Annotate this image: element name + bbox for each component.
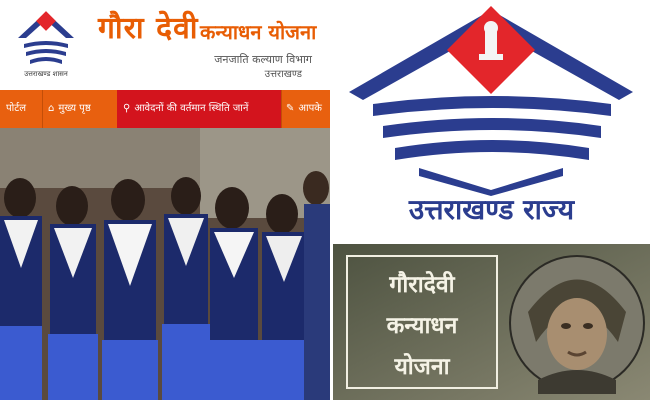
search-icon: ⚲ (123, 103, 131, 114)
nav-home-label: मुख्य पृष्ठ (58, 103, 91, 114)
uttarakhand-logo-icon (14, 8, 78, 72)
poster-line-2: कन्याधन (386, 312, 458, 339)
logo-caption: उत्तराखण्ड शासन (24, 70, 68, 78)
uttarakhand-emblem-icon (333, 0, 650, 200)
nav-item-apply[interactable] (280, 90, 330, 128)
page-title: गौरा देवी (98, 11, 199, 46)
state-emblem-panel (333, 0, 650, 242)
home-icon: ⌂ (48, 103, 55, 114)
poster-text-box (346, 255, 498, 389)
schoolgirls-photo (0, 128, 330, 400)
nav-item-portal[interactable] (0, 90, 43, 128)
page-subtitle: कन्याधन योजना (200, 20, 317, 44)
nav-item-home[interactable] (42, 90, 119, 128)
poster-line-1: गौरादेवी (389, 271, 455, 298)
nav-apply-label: आपके (298, 103, 322, 114)
scheme-poster (333, 244, 650, 400)
gaura-devi-portrait (508, 252, 646, 394)
poster-line-3: योजना (394, 353, 450, 380)
nav-portal-label: पोर्टल (6, 103, 27, 114)
department-place: उत्तराखण्ड (264, 69, 302, 80)
department-name: जनजाति कल्याण विभाग (214, 53, 312, 66)
main-nav (0, 90, 330, 128)
state-name: उत्तराखण्ड राज्य (408, 193, 575, 226)
portal-header (0, 0, 330, 88)
pencil-icon: ✎ (286, 103, 295, 114)
nav-item-status[interactable] (117, 90, 282, 128)
nav-status-label: आवेदनों की वर्तमान स्थिति जानें (134, 103, 249, 114)
